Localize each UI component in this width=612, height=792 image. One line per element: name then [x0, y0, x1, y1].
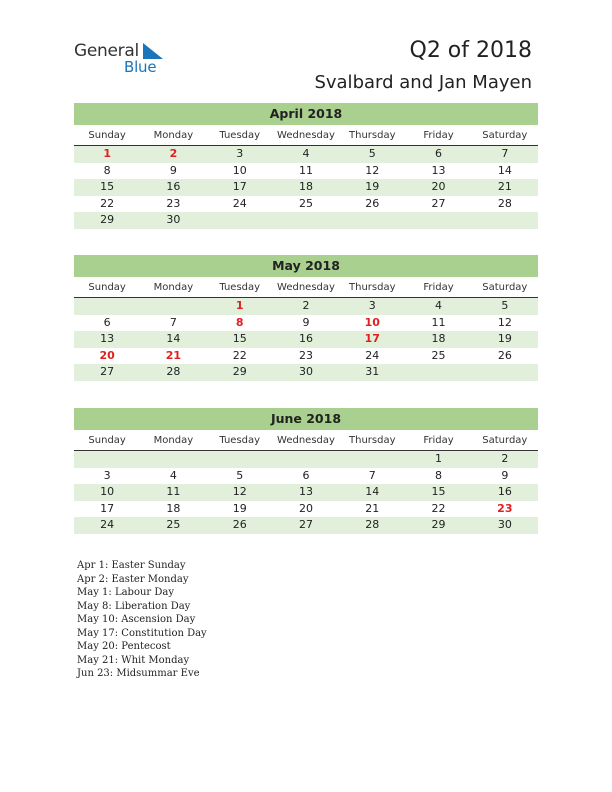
day-cell: 4	[302, 147, 310, 160]
day-cell	[74, 451, 140, 468]
logo-triangle-icon	[141, 43, 163, 59]
day-cell: 21	[497, 180, 512, 193]
day-cell: 2	[501, 452, 509, 465]
day-cell: 2	[169, 147, 178, 160]
day-cell: 19	[365, 180, 380, 193]
day-cell: 25	[298, 196, 313, 210]
weekday-label: Monday	[153, 282, 194, 293]
day-cell: 27	[100, 365, 115, 378]
weekday-label: Thursday	[349, 282, 396, 293]
week-row	[74, 212, 538, 229]
day-cell: 17	[232, 180, 247, 193]
week-row	[74, 196, 538, 213]
weekday-label: Monday	[153, 435, 194, 446]
day-cell: 27	[431, 196, 446, 210]
day-cell: 6	[103, 315, 111, 329]
day-cell	[472, 364, 538, 381]
day-cell: 18	[298, 180, 313, 193]
holiday-note: May 21: Whit Monday	[77, 654, 190, 666]
day-cell: 9	[169, 163, 177, 177]
day-cell: 30	[166, 213, 181, 226]
holiday-notes	[77, 559, 207, 681]
day-cell	[472, 212, 538, 229]
day-cell: 24	[365, 348, 380, 362]
day-cell: 25	[166, 518, 181, 531]
day-cell: 11	[166, 485, 181, 498]
month-title: June 2018	[74, 408, 538, 430]
day-cell: 18	[431, 332, 446, 345]
day-cell: 11	[298, 163, 313, 177]
weekday-label: Friday	[423, 435, 454, 446]
week-row	[74, 331, 538, 348]
day-cell: 10	[232, 163, 247, 177]
day-cell: 2	[302, 299, 310, 312]
day-cell	[74, 298, 140, 315]
day-cell: 11	[431, 315, 446, 329]
weekday-label: Saturday	[482, 130, 528, 141]
day-cell: 8	[435, 468, 443, 482]
page-title: Q2 of 2018	[409, 38, 532, 63]
day-cell: 16	[298, 332, 313, 345]
month-title: May 2018	[74, 255, 538, 277]
day-cell: 8	[235, 315, 244, 329]
month-title: April 2018	[74, 103, 538, 125]
day-cell: 10	[364, 315, 380, 329]
holiday-note: May 1: Labour Day	[77, 587, 174, 598]
day-cell: 5	[368, 147, 376, 160]
day-cell: 19	[232, 501, 247, 515]
week-row	[74, 179, 538, 196]
calendar-month	[74, 255, 538, 381]
day-cell	[405, 364, 471, 381]
week-row	[74, 298, 538, 315]
day-cell: 10	[100, 485, 115, 498]
day-cell	[207, 451, 273, 468]
weekday-label: Sunday	[88, 130, 126, 141]
logo	[74, 41, 174, 77]
day-cell: 22	[431, 501, 446, 515]
day-cell: 15	[431, 485, 446, 498]
day-cell: 22	[100, 196, 115, 210]
day-cell: 13	[298, 485, 313, 498]
day-cell	[207, 212, 273, 229]
day-cell: 3	[368, 299, 376, 312]
day-cell: 5	[236, 468, 244, 482]
weekday-label: Friday	[423, 282, 454, 293]
logo-general-text: General	[74, 41, 139, 61]
day-cell: 29	[431, 518, 446, 531]
day-cell: 4	[169, 468, 177, 482]
weekday-label: Tuesday	[219, 282, 261, 293]
holiday-note: May 8: Liberation Day	[77, 600, 191, 612]
day-cell: 17	[100, 501, 115, 515]
holiday-note: Jun 23: Midsummar Eve	[77, 668, 200, 679]
calendar-month	[74, 103, 538, 229]
week-row	[74, 146, 538, 163]
day-cell: 16	[497, 485, 512, 498]
weekday-label: Saturday	[482, 435, 528, 446]
day-cell: 25	[431, 348, 446, 362]
day-cell: 28	[365, 518, 380, 531]
day-cell: 1	[435, 452, 443, 465]
weekday-label: Friday	[423, 130, 454, 141]
weekday-label: Sunday	[88, 282, 126, 293]
holiday-note: Apr 1: Easter Sunday	[77, 560, 186, 571]
week-row	[74, 468, 538, 485]
day-cell: 26	[365, 196, 380, 210]
day-cell: 28	[497, 196, 512, 210]
weekday-label: Thursday	[349, 130, 396, 141]
day-cell: 27	[298, 518, 313, 531]
weekday-label: Saturday	[482, 282, 528, 293]
day-cell: 6	[435, 147, 443, 160]
day-cell: 6	[302, 468, 310, 482]
week-row	[74, 484, 538, 501]
day-cell	[273, 451, 339, 468]
day-cell: 14	[166, 332, 181, 345]
day-cell: 28	[166, 365, 181, 378]
weekday-label: Wednesday	[277, 435, 335, 446]
day-cell: 9	[501, 468, 509, 482]
week-row	[74, 451, 538, 468]
day-cell: 30	[497, 518, 512, 531]
day-cell	[405, 212, 471, 229]
day-cell: 13	[100, 332, 115, 345]
day-cell: 24	[232, 196, 247, 210]
day-cell: 20	[431, 180, 446, 193]
day-cell: 20	[99, 348, 115, 362]
day-cell	[140, 451, 206, 468]
week-row	[74, 517, 538, 534]
day-cell: 29	[232, 365, 247, 378]
weekday-label: Monday	[153, 130, 194, 141]
day-cell: 9	[302, 315, 310, 329]
day-cell: 13	[431, 163, 446, 177]
day-cell: 21	[165, 348, 182, 362]
day-cell: 15	[100, 180, 115, 193]
day-cell: 7	[501, 147, 509, 160]
day-cell: 20	[298, 501, 313, 515]
day-cell	[140, 298, 206, 315]
day-cell: 23	[497, 501, 513, 515]
weekday-label: Tuesday	[219, 435, 261, 446]
weekday-header-row	[74, 279, 538, 298]
calendar-month	[74, 408, 538, 534]
day-cell: 22	[232, 348, 247, 362]
weekday-header-row	[74, 432, 538, 451]
day-cell: 12	[497, 315, 512, 329]
day-cell: 21	[365, 501, 380, 515]
weekday-label: Thursday	[349, 435, 396, 446]
logo-blue-text: Blue	[124, 58, 157, 76]
day-cell	[273, 212, 339, 229]
day-cell: 7	[368, 468, 376, 482]
day-cell: 23	[166, 196, 181, 210]
day-cell: 8	[103, 163, 111, 177]
day-cell: 16	[166, 180, 181, 193]
day-cell: 23	[298, 348, 313, 362]
day-cell	[339, 212, 405, 229]
holiday-note: May 17: Constitution Day	[77, 627, 207, 639]
holiday-note: Apr 2: Easter Monday	[77, 573, 189, 585]
week-row	[74, 501, 538, 518]
weekday-label: Wednesday	[277, 282, 335, 293]
day-cell: 12	[232, 485, 247, 498]
day-cell: 5	[501, 299, 509, 312]
week-row	[74, 348, 538, 365]
weekday-label: Tuesday	[219, 130, 261, 141]
day-cell	[339, 451, 405, 468]
day-cell: 14	[365, 485, 380, 498]
day-cell: 7	[169, 315, 177, 329]
day-cell: 3	[236, 147, 244, 160]
day-cell: 3	[103, 468, 111, 482]
day-cell: 1	[235, 299, 244, 312]
day-cell: 29	[100, 213, 115, 226]
week-row	[74, 163, 538, 180]
page-subtitle: Svalbard and Jan Mayen	[314, 72, 532, 93]
holiday-note: May 10: Ascension Day	[77, 614, 196, 625]
day-cell: 26	[497, 348, 512, 362]
weekday-header-row	[74, 127, 538, 146]
day-cell: 30	[298, 365, 313, 378]
day-cell: 24	[100, 518, 115, 531]
day-cell: 15	[232, 332, 247, 345]
day-cell: 19	[497, 332, 512, 345]
weekday-label: Sunday	[88, 435, 126, 446]
holiday-note: May 20: Pentecost	[77, 641, 171, 652]
day-cell: 18	[166, 501, 181, 515]
weekday-label: Wednesday	[277, 130, 335, 141]
week-row	[74, 364, 538, 381]
day-cell: 31	[365, 365, 380, 378]
day-cell: 26	[232, 518, 247, 531]
day-cell: 12	[365, 163, 380, 177]
day-cell: 17	[364, 332, 380, 345]
day-cell: 14	[497, 163, 512, 177]
day-cell: 1	[103, 147, 111, 160]
day-cell: 4	[435, 299, 443, 312]
week-row	[74, 315, 538, 332]
